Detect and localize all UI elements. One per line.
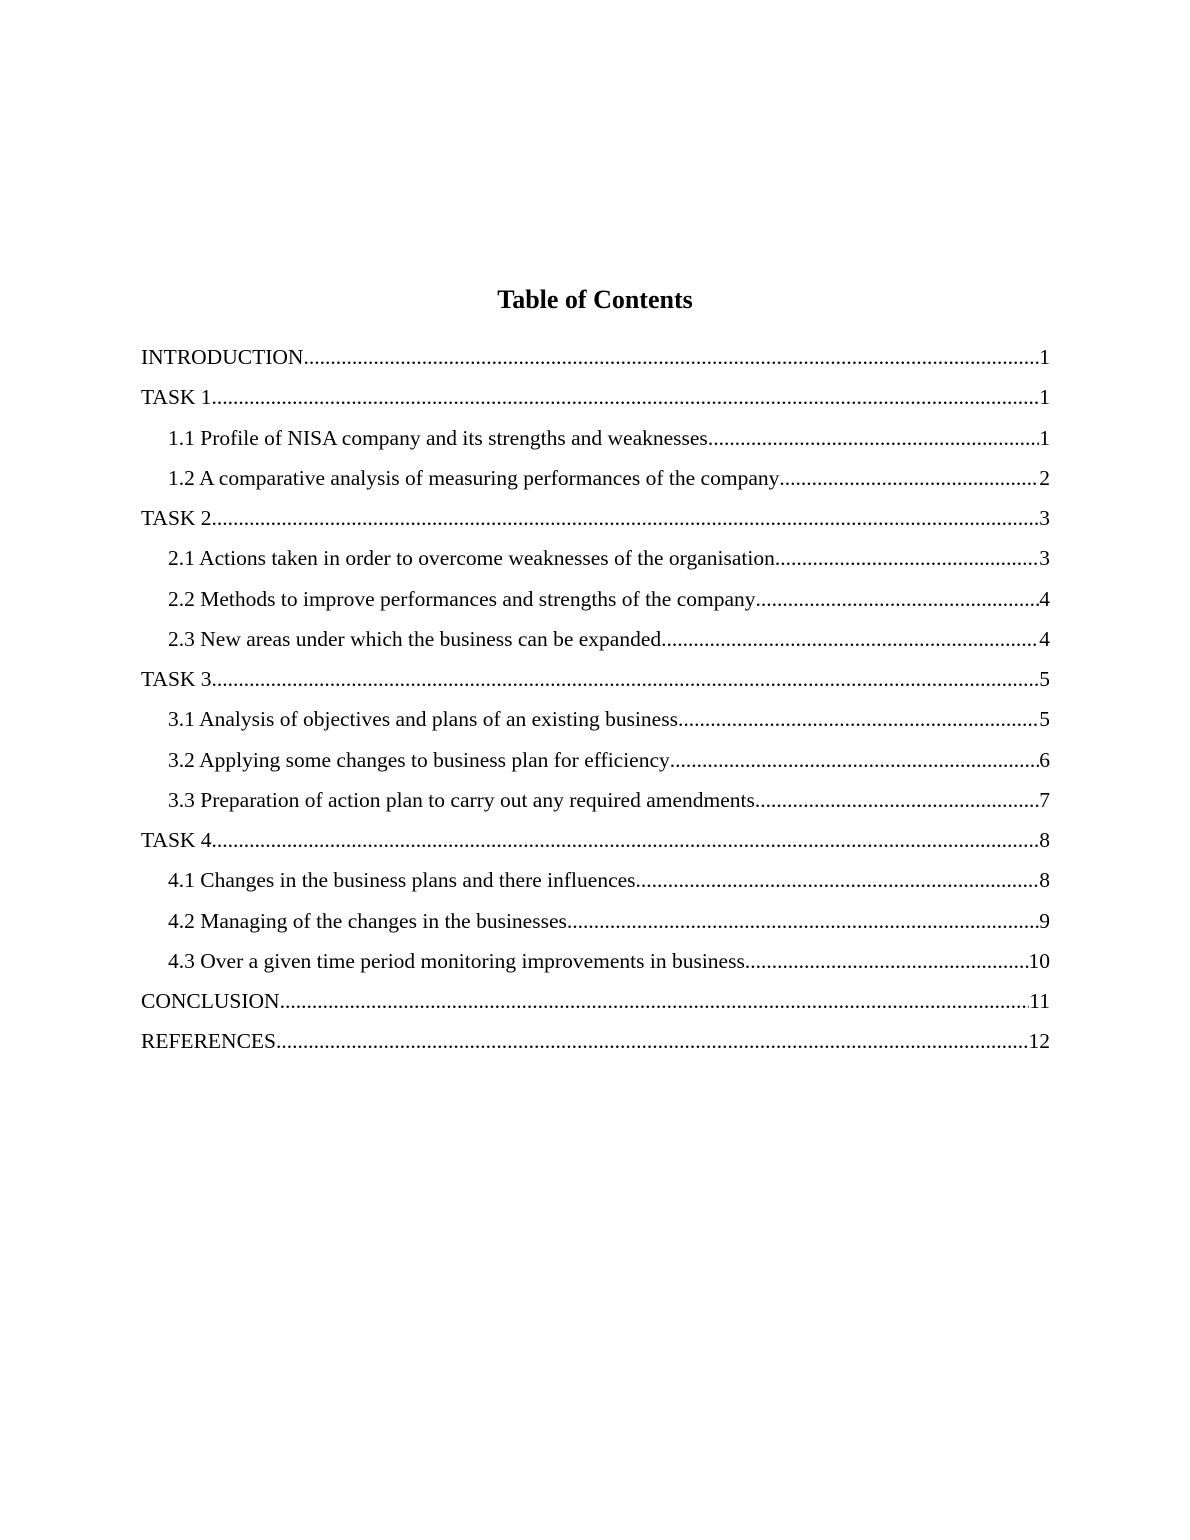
toc-entry[interactable]	[141, 458, 1050, 498]
toc-dot-leader	[567, 901, 1039, 941]
toc-entry-label: TASK 1	[141, 385, 212, 410]
toc-dot-leader	[212, 498, 1040, 538]
toc-dot-leader	[780, 538, 1039, 578]
toc-dot-leader	[755, 780, 1039, 820]
toc-entry-page-number: 3	[1039, 506, 1050, 530]
toc-entry-label: 2.1 Actions taken in order to overcome weaknesses of the organisation.	[168, 546, 781, 571]
toc-entry-label: 1.2 A comparative analysis of measuring performances of the company	[168, 465, 780, 490]
toc-entry-label: 4.2 Managing of the changes in the businesses	[168, 908, 567, 933]
toc-entry-page-number: 5	[1039, 707, 1050, 732]
toc-entry-label: TASK 4	[141, 828, 212, 852]
toc-entry-label: 2.3 New areas under which the business can be expanded	[168, 626, 662, 651]
toc-entry[interactable]	[141, 498, 1050, 538]
toc-entry-page-number: 1	[1039, 425, 1050, 450]
toc-entry-page-number: 8	[1039, 868, 1050, 893]
toc-list	[141, 337, 1050, 1062]
toc-entry-label: TASK 3	[141, 667, 212, 691]
toc-entry-page-number: 6	[1039, 747, 1050, 772]
toc-entry-page-number: 4	[1039, 586, 1050, 611]
toc-entry-label: 4.3 Over a given time period monitoring improvements in business	[168, 948, 745, 973]
toc-dot-leader	[636, 860, 1040, 900]
toc-entry[interactable]	[141, 579, 1050, 619]
toc-entry-page-number: 1	[1039, 345, 1050, 369]
toc-entry-label: INTRODUCTION	[141, 345, 304, 369]
toc-entry[interactable]	[141, 418, 1050, 458]
toc-entry-label: 3.3 Preparation of action plan to carry out any required amendments	[168, 787, 755, 812]
toc-title: Table of Contents	[497, 285, 693, 314]
toc-dot-leader	[280, 981, 1030, 1021]
toc-entry-page-number: 10	[1028, 948, 1050, 973]
toc-dot-leader	[212, 659, 1040, 699]
toc-dot-leader	[756, 579, 1040, 619]
toc-dot-leader	[212, 820, 1040, 860]
toc-entry-label: 2.2 Methods to improve performances and strengths of the company	[168, 586, 756, 611]
toc-dot-leader	[779, 458, 1039, 498]
toc-entry[interactable]	[141, 780, 1050, 820]
toc-entry[interactable]	[141, 860, 1050, 900]
toc-entry-label: TASK 2	[141, 506, 212, 530]
toc-entry[interactable]	[141, 1021, 1050, 1061]
toc-dot-leader	[678, 699, 1039, 739]
toc-entry-page-number: 12	[1028, 1029, 1050, 1054]
toc-dot-leader	[303, 337, 1039, 377]
toc-entry[interactable]	[141, 699, 1050, 739]
toc-entry-label: 3.2 Applying some changes to business plan for efficiency	[168, 747, 670, 772]
toc-entry[interactable]	[141, 619, 1050, 659]
toc-entry-label: 1.1 Profile of NISA company and its strengths and weaknesses	[168, 425, 708, 450]
toc-entry-page-number: 8	[1039, 828, 1050, 852]
toc-entry-page-number: 4	[1039, 626, 1050, 651]
toc-entry-label: CONCLUSION	[141, 989, 280, 1013]
toc-dot-leader	[212, 377, 1040, 417]
toc-entry-page-number: 3	[1039, 546, 1050, 571]
toc-dot-leader	[708, 418, 1039, 458]
toc-entry[interactable]	[141, 538, 1050, 578]
toc-entry-page-number: 9	[1039, 908, 1050, 933]
toc-entry[interactable]	[141, 659, 1050, 699]
toc-entry[interactable]	[141, 337, 1050, 377]
toc-dot-leader	[670, 740, 1039, 780]
toc-entry[interactable]	[141, 981, 1050, 1021]
toc-entry-label: REFERENCES	[141, 1029, 276, 1054]
toc-entry[interactable]	[141, 377, 1050, 417]
toc-entry-page-number: 11	[1029, 989, 1050, 1013]
toc-entry[interactable]	[141, 820, 1050, 860]
toc-entry-page-number: 2	[1039, 465, 1050, 490]
toc-entry-label: 3.1 Analysis of objectives and plans of an existing business	[168, 707, 678, 732]
toc-dot-leader	[745, 941, 1029, 981]
toc-entry-page-number: 5	[1039, 667, 1050, 691]
toc-entry[interactable]	[141, 941, 1050, 981]
toc-dot-leader	[276, 1021, 1029, 1061]
toc-entry-page-number: 1	[1039, 385, 1050, 410]
toc-entry-label: 4.1 Changes in the business plans and there influences	[168, 868, 636, 893]
toc-entry-page-number: 7	[1039, 787, 1050, 812]
toc-entry[interactable]	[141, 740, 1050, 780]
toc-entry[interactable]	[141, 901, 1050, 941]
toc-dot-leader	[661, 619, 1039, 659]
